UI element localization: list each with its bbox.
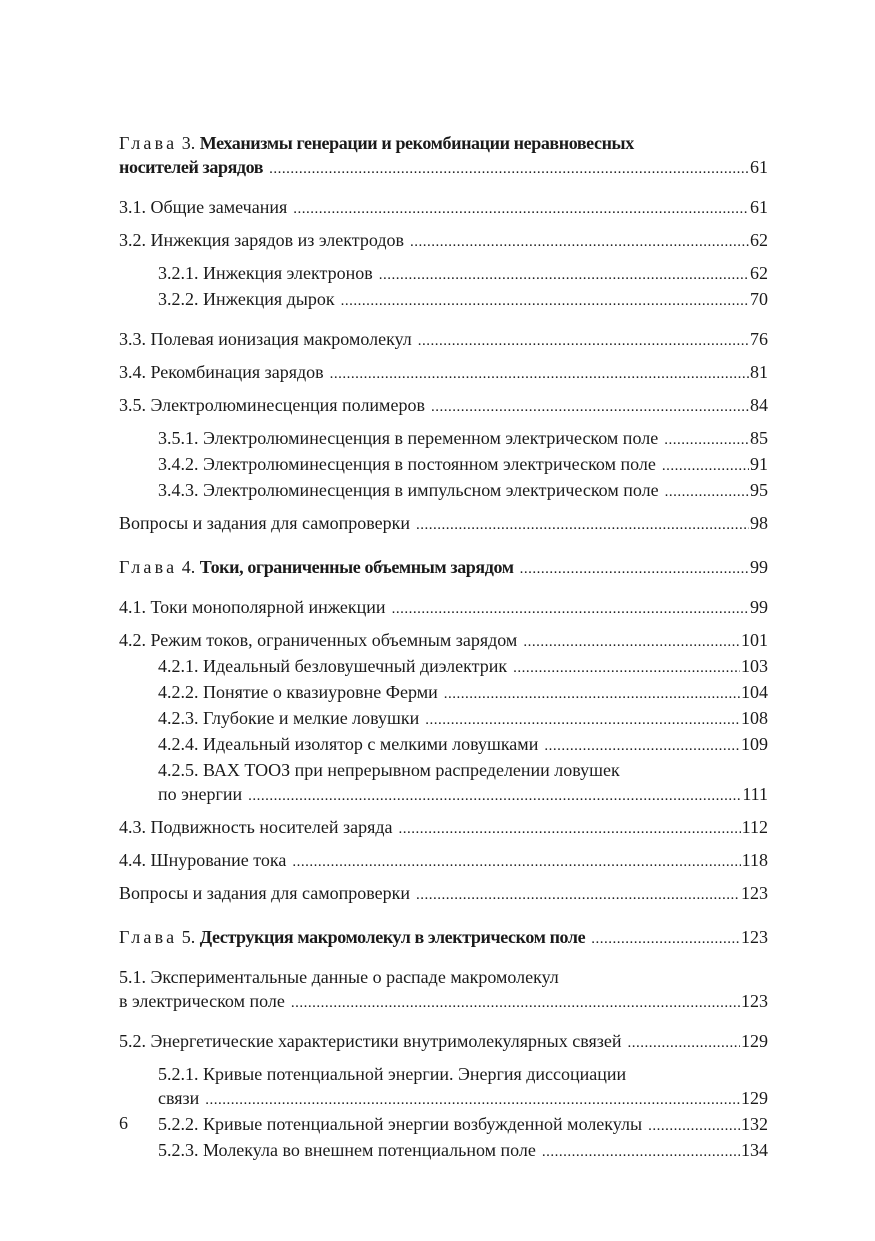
toc-entry-5-1-cont: в электрическом поле ..... 123 (119, 989, 768, 1015)
chapter-title: Токи, ограниченные объемным зарядом (199, 557, 514, 577)
toc-entry-5-2-2: 5.2.2. Кривые потенциальной энергии возбужденной молекулы ..... 132 (119, 1112, 768, 1138)
toc-entry-3-3: 3.3. Полевая ионизация макромолекул ..... 76 (119, 327, 768, 353)
toc-entry-4-2-3: 4.2.3. Глубокие и мелкие ловушки ..... 108 (119, 706, 768, 732)
toc-entry-3-2-1: 3.2.1. Инжекция электронов ..... 62 (119, 261, 768, 287)
chapter-label: Глава (119, 557, 178, 577)
page-number: 6 (119, 1113, 128, 1133)
toc-entry-5-2-1: 5.2.1. Кривые потенциальной энергии. Энергия диссоциации (158, 1064, 627, 1084)
toc-entry-3-4-3: 3.4.3. Электролюминесценция в импульсном электрическом поле ..... 95 (119, 478, 768, 504)
toc-entry-5-2-3: 5.2.3. Молекула во внешнем потенциальном поле ..... 134 (119, 1138, 768, 1164)
chapter-label: Глава (119, 133, 178, 153)
toc-entry-review-questions-3: Вопросы и задания для самопроверки ..... 98 (119, 511, 768, 537)
toc-entry-4-3: 4.3. Подвижность носителей заряда ..... 112 (119, 815, 768, 841)
chapter-title: Механизмы генерации и рекомбинации неравновесных (199, 133, 634, 153)
toc-entry-4-2-2: 4.2.2. Понятие о квазиуровне Ферми ..... 104 (119, 680, 768, 706)
toc-entry-3-5: 3.5. Электролюминесценция полимеров ..... 84 (119, 393, 768, 419)
toc-entry-4-2-1: 4.2.1. Идеальный безловушечный диэлектрик ..... 103 (119, 654, 768, 680)
toc-entry-4-2-5-cont: по энергии ..... 111 (119, 782, 768, 808)
toc-entry-3-4: 3.4. Рекомбинация зарядов ..... 81 (119, 360, 768, 386)
toc-entry-3-5-1: 3.5.1. Электролюминесценция в переменном электрическом поле ..... 85 (119, 426, 768, 452)
page-ref: 61 (750, 157, 768, 177)
toc-entry-3-4-2: 3.4.2. Электролюминесценция в постоянном электрическом поле ..... 91 (119, 452, 768, 478)
toc-entry-5-2-1-cont: связи ..... 129 (119, 1086, 768, 1112)
toc-entry-4-2-4: 4.2.4. Идеальный изолятор с мелкими ловушками ..... 109 (119, 732, 768, 758)
toc-entry-4-1: 4.1. Токи монополярной инжекции ..... 99 (119, 595, 768, 621)
toc-entry-5-2: 5.2. Энергетические характеристики внутримолекулярных связей ..... 129 (119, 1029, 768, 1055)
toc-entry-3-2: 3.2. Инжекция зарядов из электродов ..... 62 (119, 228, 768, 254)
chapter-3-heading: Глава 3. Механизмы генерации и рекомбинации неравновесных носителей зарядов ..... 61 (119, 131, 768, 181)
table-of-contents (119, 131, 768, 1164)
toc-entry-4-2-5: 4.2.5. ВАХ ТООЗ при непрерывном распределении ловушек (158, 760, 620, 780)
toc-entry-4-2: 4.2. Режим токов, ограниченных объемным зарядом ..... 101 (119, 628, 768, 654)
toc-entry-4-4: 4.4. Шнурование тока ..... 118 (119, 848, 768, 874)
chapter-4-heading: Глава 4. Токи, ограниченные объемным зарядом ..... 99 (119, 555, 768, 581)
toc-entry-5-1: 5.1. Экспериментальные данные о распаде макромолекул (119, 967, 559, 987)
chapter-5-heading: Глава 5. Деструкция макромолекул в электрическом поле ..... 123 (119, 925, 768, 951)
toc-entry-3-1: 3.1. Общие замечания ..... 61 (119, 195, 768, 221)
toc-entry-review-questions-4: Вопросы и задания для самопроверки ..... 123 (119, 881, 768, 907)
dot-leader (269, 157, 749, 181)
chapter-title: Деструкция макромолекул в электрическом поле (199, 927, 586, 947)
chapter-label: Глава (119, 927, 178, 947)
toc-entry-3-2-2: 3.2.2. Инжекция дырок ..... 70 (119, 287, 768, 313)
